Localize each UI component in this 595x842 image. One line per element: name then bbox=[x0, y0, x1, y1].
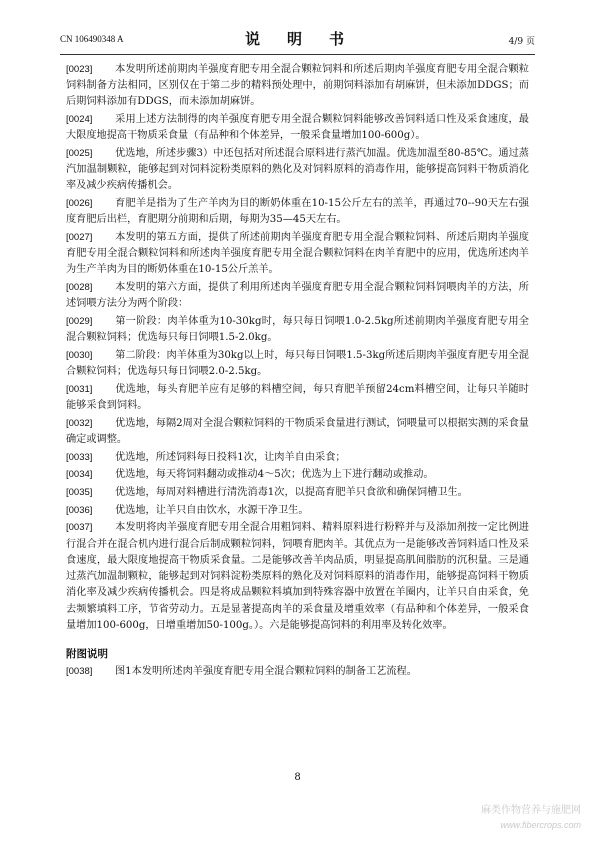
paragraph-text: 优选地，每隔2周对全混合颗粒饲料的干物质采食量进行测试，饲喂量可以根据实测的采食量确定或调整。 bbox=[66, 417, 529, 445]
document-body bbox=[66, 62, 529, 682]
paragraph bbox=[66, 416, 529, 448]
paragraph bbox=[66, 348, 529, 380]
paragraph-text: 优选地，让羊只自由饮水，水源干净卫生。 bbox=[115, 504, 309, 516]
paragraph-number: [0026] bbox=[66, 198, 93, 210]
paragraph bbox=[66, 450, 529, 466]
paragraph bbox=[66, 280, 529, 312]
paragraph bbox=[66, 196, 529, 228]
paragraph bbox=[66, 485, 529, 501]
paragraph bbox=[66, 62, 529, 111]
paragraph-text: 优选地，每周对料槽进行清洗消毒1次，以提高育肥羊只食欲和确保饲槽卫生。 bbox=[115, 487, 468, 499]
watermark-url: www.fibercrops.com bbox=[500, 820, 581, 830]
paragraph bbox=[66, 664, 529, 680]
paragraph-text: 第二阶段：肉羊体重为30kg以上时，每只每日饲喂1.5-3kg所述后期肉羊强度育肥专用全混合颗粒饲料；优选每只每日饲喂2.0-2.5kg。 bbox=[66, 349, 529, 378]
paragraph-number: [0027] bbox=[66, 232, 93, 244]
paragraph-list bbox=[66, 62, 529, 634]
paragraph-number: [0023] bbox=[66, 64, 93, 75]
page-header bbox=[60, 28, 535, 50]
paragraph-number: [0034] bbox=[66, 469, 93, 481]
header-divider bbox=[60, 54, 535, 55]
patent-number: CN 106490348 A bbox=[60, 34, 124, 44]
paragraph-number: [0028] bbox=[66, 282, 93, 294]
paragraph-text: 优选地，每头育肥羊应有足够的料槽空间，每只育肥羊预留24cm料槽空间，让每只羊随时能够采食到饲料。 bbox=[66, 383, 529, 412]
paragraph-text: 第一阶段：肉羊体重为10-30kg时，每只每日饲喂1.0-2.5kg所述前期肉羊强度育肥专用全混合颗粒饲料；优选每只每日饲喂1.5-2.0kg。 bbox=[66, 316, 529, 344]
page-number: 8 bbox=[294, 772, 301, 783]
paragraph-number: [0031] bbox=[66, 383, 93, 395]
paragraph bbox=[66, 503, 529, 519]
paragraph-number: [0029] bbox=[66, 316, 93, 328]
watermark-text: 麻类作物营养与施肥网 bbox=[481, 805, 581, 816]
paragraph bbox=[66, 230, 529, 279]
paragraph-text: 图1本发明所述肉羊强度育肥专用全混合颗粒饲料的制备工艺流程。 bbox=[115, 666, 417, 678]
paragraph-number: [0024] bbox=[66, 114, 93, 126]
paragraph-text: 本发明所述前期肉羊强度育肥专用全混合颗粒饲料和所述后期肉羊强度育肥专用全混合颗粒饲料制备方法相同，区别仅在于第二步的精料预处理中，前期饲料添加有胡麻饼，但未添加DDGS；而后期饲料添加有DDGS，而未添加胡麻饼。 bbox=[66, 64, 529, 108]
paragraph-text: 本发明的第五方面，提供了所述前期肉羊强度育肥专用全混合颗粒饲料、所述后期肉羊强度育肥专用全混合颗粒饲料和所述肉羊强度育肥专用全混合颗粒饲料在肉羊育肥中的应用，优选所述肉羊为生产羊肉为目的断奶体重在10-15公斤羔羊。 bbox=[66, 232, 529, 276]
paragraph-text: 优选地，所述饲料每日投料1次，让肉羊自由采食； bbox=[115, 451, 346, 463]
paragraph-number: [0038] bbox=[66, 666, 93, 678]
paragraph-number: [0037] bbox=[66, 522, 93, 534]
paragraph bbox=[66, 146, 529, 195]
paragraph-text: 本发明将肉羊强度育肥专用全混合用粗饲料、精料原料进行粉粹并与及添加剂按一定比例进行混合并在混合机内进行混合后制成颗粒饲料，饲喂育肥肉羊。其优点为一是能够改善饲料适口性及采食速度，最大限度地提高干物质采食量。二是能够改善羊肉品质，明显提高肌间脂肪的沉积量。三是通过蒸汽加温制颗粒，能够起到对饲料淀粉类原料的熟化及对饲料原料的消毒作用，能够提高饲料干物质消化率及减少疾病传播机会。四是将成品颗粒料填加到特殊容器中放置在羊圈内，让羊只自由采食，免去频繁填料工序，节省劳动力。五是显著提高肉羊的采食量及增重效率（有品种和个体差异，一般采食量增加100-600g，日增重增加50-100g。）。六是能够提高饲料的利用率及转化效率。 bbox=[66, 522, 529, 631]
document-title: 说 明 书 bbox=[244, 30, 350, 48]
paragraph bbox=[66, 382, 529, 414]
paragraph-text: 优选地，每天将饲料翻动或推动4～5次；优选为上下进行翻动或推动。 bbox=[115, 469, 434, 481]
paragraph-text: 本发明的第六方面，提供了利用所述肉羊强度育肥专用全混合颗粒饲料饲喂肉羊的方法，所述饲喂方法分为两个阶段： bbox=[66, 282, 529, 310]
section-heading: 附图说明 bbox=[66, 647, 108, 660]
paragraph-number: [0032] bbox=[66, 417, 93, 429]
paragraph bbox=[66, 314, 529, 346]
paragraph bbox=[66, 467, 529, 483]
paragraph bbox=[66, 112, 529, 144]
paragraph-number: [0030] bbox=[66, 349, 93, 361]
paragraph bbox=[66, 520, 529, 633]
paragraph-text: 优选地，所述步骤3）中还包括对所述混合原料进行蒸汽加温。优选加温至80-85℃。通过蒸汽加温制颗粒，能够起到对饲料淀粉类原料的熟化及对饲料原料的消毒作用，能够提高饲料干物质消化率及减少疾病传播机会。 bbox=[66, 148, 529, 192]
paragraph-number: [0036] bbox=[66, 504, 93, 516]
paragraph-number: [0035] bbox=[66, 487, 93, 499]
paragraph-text: 采用上述方法制得的肉羊强度育肥专用全混合颗粒饲料能够改善饲料适口性及采食速度，最大限度地提高干物质采食量（有品种和个体差异，一般采食量增加100-600g）。 bbox=[66, 114, 529, 142]
paragraph-number: [0025] bbox=[66, 148, 93, 160]
paragraph-number: [0033] bbox=[66, 451, 93, 463]
paragraph-text: 育肥羊是指为了生产羊肉为目的断奶体重在10-15公斤左右的羔羊，再通过70--90天左右强度育肥后出栏，育肥期分前期和后期，每期为35—45天左右。 bbox=[66, 198, 529, 226]
page-info: 4/9 页 bbox=[508, 37, 535, 47]
